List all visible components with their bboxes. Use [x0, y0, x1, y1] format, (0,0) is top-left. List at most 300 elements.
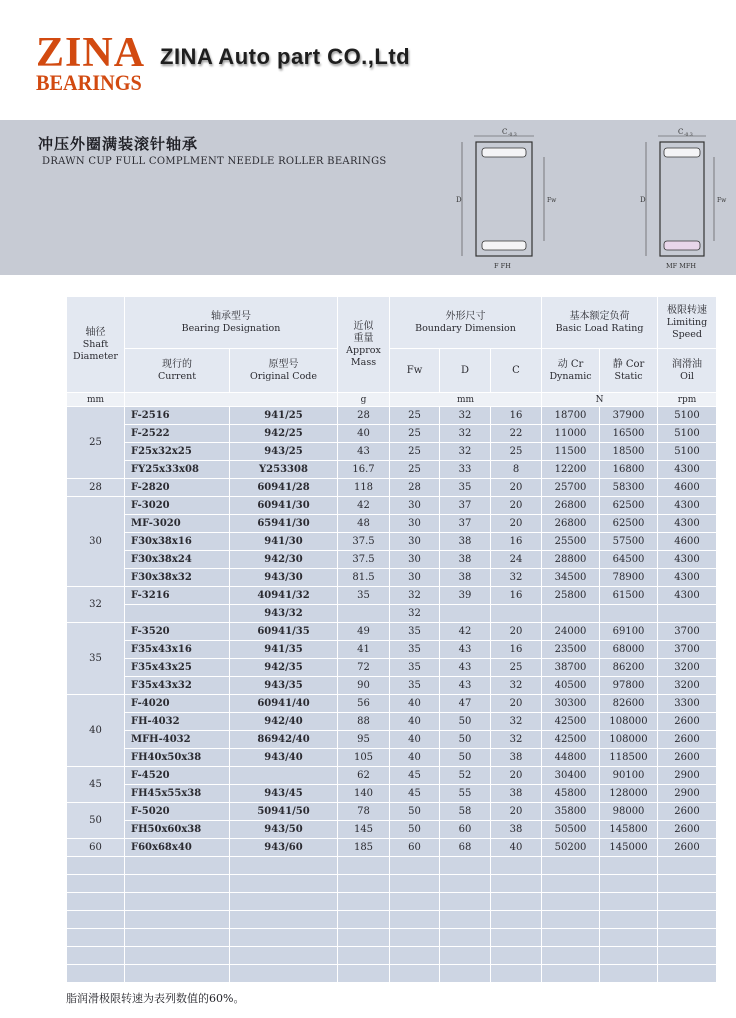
page-header: [0, 0, 736, 118]
title-band: [0, 120, 736, 275]
cor-cell: 69100: [600, 623, 658, 641]
cr-cell: 12200: [542, 461, 600, 479]
empty-cell: [600, 965, 658, 983]
current-cell: F60x68x40: [125, 839, 230, 857]
diagram-left-d-label: D: [456, 196, 462, 204]
empty-row: [67, 965, 717, 983]
empty-cell: [491, 947, 542, 965]
fw-cell: 25: [390, 443, 440, 461]
speed-cell: 4600: [658, 533, 717, 551]
fw-cell: 45: [390, 767, 440, 785]
d-cell: 33: [440, 461, 491, 479]
original-cell: 941/30: [230, 533, 338, 551]
empty-cell: [600, 857, 658, 875]
speed-cell: 4300: [658, 515, 717, 533]
table-row: [67, 767, 717, 785]
cr-cell: 26800: [542, 497, 600, 515]
cr-cell: 26800: [542, 515, 600, 533]
empty-cell: [600, 947, 658, 965]
empty-cell: [542, 929, 600, 947]
table-row: [67, 785, 717, 803]
fw-cell: 30: [390, 569, 440, 587]
empty-cell: [230, 947, 338, 965]
empty-cell: [658, 965, 717, 983]
current-cell: FY25x33x08: [125, 461, 230, 479]
current-cell: F-4020: [125, 695, 230, 713]
cor-cell: 128000: [600, 785, 658, 803]
empty-cell: [542, 911, 600, 929]
c-cell: 16: [491, 407, 542, 425]
speed-cell: 3200: [658, 659, 717, 677]
c-cell: 20: [491, 695, 542, 713]
table-row: [67, 533, 717, 551]
table-row: [67, 569, 717, 587]
table-row: [67, 425, 717, 443]
shaft-diameter-cell: 50: [67, 803, 125, 839]
mass-cell: 49: [338, 623, 390, 641]
header-row-1: [67, 297, 717, 349]
cor-cell: 37900: [600, 407, 658, 425]
d-cell: 50: [440, 749, 491, 767]
speed-cell: 4300: [658, 569, 717, 587]
speed-cell: 2600: [658, 803, 717, 821]
cor-cell: 145800: [600, 821, 658, 839]
empty-cell: [440, 875, 491, 893]
d-cell: 38: [440, 533, 491, 551]
cor-cell: 18500: [600, 443, 658, 461]
empty-cell: [338, 857, 390, 875]
table-row: [67, 479, 717, 497]
c-header: C: [491, 349, 542, 393]
speed-cell: 4300: [658, 461, 717, 479]
original-cell: 942/30: [230, 551, 338, 569]
fw-cell: 28: [390, 479, 440, 497]
d-cell: 58: [440, 803, 491, 821]
original-cell: 943/30: [230, 569, 338, 587]
logo-word: ZINA: [36, 30, 146, 76]
c-cell: 32: [491, 677, 542, 695]
empty-cell: [440, 857, 491, 875]
fw-cell: 25: [390, 407, 440, 425]
original-cell: 86942/40: [230, 731, 338, 749]
empty-cell: [658, 929, 717, 947]
cor-cell: 97800: [600, 677, 658, 695]
original-cell: 943/25: [230, 443, 338, 461]
spec-table: [66, 296, 717, 983]
mass-cell: 16.7: [338, 461, 390, 479]
table-row: [67, 713, 717, 731]
fw-cell: 50: [390, 821, 440, 839]
original-cell: 60941/40: [230, 695, 338, 713]
table-row: [67, 551, 717, 569]
table-row: [67, 641, 717, 659]
table-row: [67, 587, 717, 605]
mass-cell: 78: [338, 803, 390, 821]
c-cell: 20: [491, 515, 542, 533]
speed-header: 极限转速 Limiting Speed: [658, 297, 717, 349]
current-cell: MFH-4032: [125, 731, 230, 749]
logo-sub: BEARINGS: [36, 70, 142, 95]
diagram-right-c-sub: -0.3: [684, 133, 693, 138]
empty-cell: [338, 875, 390, 893]
unit-shaft: mm: [67, 393, 125, 407]
current-cell: F30x38x24: [125, 551, 230, 569]
d-cell: 52: [440, 767, 491, 785]
d-cell: 32: [440, 407, 491, 425]
empty-cell: [338, 911, 390, 929]
fw-cell: 35: [390, 659, 440, 677]
cor-cell: 108000: [600, 713, 658, 731]
table-row: [67, 659, 717, 677]
d-cell: 68: [440, 839, 491, 857]
fw-cell: 40: [390, 731, 440, 749]
mass-cell: 40: [338, 425, 390, 443]
empty-cell: [390, 911, 440, 929]
empty-cell: [542, 947, 600, 965]
c-cell: 8: [491, 461, 542, 479]
empty-cell: [440, 965, 491, 983]
current-cell: FH50x60x38: [125, 821, 230, 839]
empty-cell: [658, 875, 717, 893]
original-cell: 943/50: [230, 821, 338, 839]
mass-cell: 118: [338, 479, 390, 497]
d-cell: 37: [440, 515, 491, 533]
original-cell: 942/40: [230, 713, 338, 731]
cr-cell: 25500: [542, 533, 600, 551]
cr-cell: 11000: [542, 425, 600, 443]
empty-cell: [440, 929, 491, 947]
cr-cell: 42500: [542, 713, 600, 731]
mass-header: 近似 重量 Approx Mass: [338, 297, 390, 393]
cor-cell: 58300: [600, 479, 658, 497]
empty-cell: [125, 875, 230, 893]
current-cell: FH45x55x38: [125, 785, 230, 803]
original-cell: 40941/32: [230, 587, 338, 605]
shaft-diameter-cell: 40: [67, 695, 125, 767]
bearing-diagram-f-fh: [452, 126, 562, 274]
shaft-diameter-cell: 30: [67, 497, 125, 587]
empty-cell: [491, 857, 542, 875]
current-cell: MF-3020: [125, 515, 230, 533]
empty-cell: [125, 911, 230, 929]
original-cell: 943/32: [230, 605, 338, 623]
table-row: [67, 443, 717, 461]
empty-cell: [440, 911, 491, 929]
mass-cell: 41: [338, 641, 390, 659]
empty-row: [67, 893, 717, 911]
empty-cell: [67, 947, 125, 965]
cr-cell: 44800: [542, 749, 600, 767]
current-header: 现行的 Current: [125, 349, 230, 393]
empty-row: [67, 929, 717, 947]
speed-cell: 2600: [658, 731, 717, 749]
empty-cell: [125, 929, 230, 947]
shaft-diameter-cell: 32: [67, 587, 125, 623]
empty-cell: [542, 875, 600, 893]
c-cell: 16: [491, 533, 542, 551]
d-cell: [440, 605, 491, 623]
original-cell: 50941/50: [230, 803, 338, 821]
empty-cell: [67, 875, 125, 893]
d-cell: 42: [440, 623, 491, 641]
table-row: [67, 605, 717, 623]
mass-cell: 62: [338, 767, 390, 785]
diagram-right-d-label: D: [640, 196, 646, 204]
empty-cell: [230, 965, 338, 983]
diagram-left-c-sub: -0.3: [508, 133, 517, 138]
empty-cell: [67, 857, 125, 875]
c-cell: 38: [491, 749, 542, 767]
company-name: ZINA Auto part CO.,Ltd: [160, 44, 411, 69]
empty-cell: [491, 911, 542, 929]
unit-designation: [125, 393, 338, 407]
cr-cell: 30300: [542, 695, 600, 713]
empty-cell: [491, 929, 542, 947]
cor-cell: 16800: [600, 461, 658, 479]
cr-cell: 50200: [542, 839, 600, 857]
cr-cell: 30400: [542, 767, 600, 785]
empty-cell: [125, 965, 230, 983]
d-cell: 43: [440, 659, 491, 677]
c-cell: 16: [491, 587, 542, 605]
title-cn: 冲压外圈满装滚针轴承: [38, 135, 199, 153]
empty-cell: [230, 857, 338, 875]
original-cell: Y253308: [230, 461, 338, 479]
d-cell: 35: [440, 479, 491, 497]
d-cell: 32: [440, 425, 491, 443]
empty-cell: [338, 965, 390, 983]
table-row: [67, 821, 717, 839]
mass-cell: 72: [338, 659, 390, 677]
cr-cell: 38700: [542, 659, 600, 677]
mass-cell: 37.5: [338, 551, 390, 569]
zina-logo: [36, 30, 146, 95]
cor-cell: 62500: [600, 497, 658, 515]
diagram-left-c-label: C: [502, 128, 508, 136]
c-cell: 25: [491, 443, 542, 461]
c-cell: 20: [491, 623, 542, 641]
d-cell: 60: [440, 821, 491, 839]
cor-cell: 98000: [600, 803, 658, 821]
current-cell: FH40x50x38: [125, 749, 230, 767]
speed-cell: 2900: [658, 785, 717, 803]
mass-cell: 88: [338, 713, 390, 731]
cor-cell: 118500: [600, 749, 658, 767]
cor-cell: 64500: [600, 551, 658, 569]
d-cell: 55: [440, 785, 491, 803]
shaft-diameter-cell: 35: [67, 623, 125, 695]
mass-cell: 140: [338, 785, 390, 803]
empty-row: [67, 875, 717, 893]
speed-cell: 4300: [658, 551, 717, 569]
d-cell: 38: [440, 551, 491, 569]
fw-cell: 30: [390, 533, 440, 551]
shaft-diameter-cell: 28: [67, 479, 125, 497]
cor-cell: 68000: [600, 641, 658, 659]
current-cell: F25x32x25: [125, 443, 230, 461]
shaft-header: 轴径 Shaft Diameter: [67, 297, 125, 393]
current-cell: F-5020: [125, 803, 230, 821]
fw-header: Fw: [390, 349, 440, 393]
c-cell: 20: [491, 803, 542, 821]
empty-cell: [491, 875, 542, 893]
empty-cell: [491, 893, 542, 911]
empty-cell: [230, 929, 338, 947]
mass-cell: 43: [338, 443, 390, 461]
empty-cell: [230, 875, 338, 893]
d-cell: 37: [440, 497, 491, 515]
current-cell: F-3216: [125, 587, 230, 605]
fw-cell: 25: [390, 461, 440, 479]
table-row: [67, 731, 717, 749]
original-cell: 943/35: [230, 677, 338, 695]
speed-cell: 4300: [658, 587, 717, 605]
c-cell: 38: [491, 821, 542, 839]
empty-cell: [440, 893, 491, 911]
cr-cell: 28800: [542, 551, 600, 569]
empty-cell: [338, 929, 390, 947]
current-cell: F-3020: [125, 497, 230, 515]
empty-cell: [600, 893, 658, 911]
mass-cell: 145: [338, 821, 390, 839]
fw-cell: 35: [390, 677, 440, 695]
d-cell: 43: [440, 677, 491, 695]
load-header: 基本额定负荷 Basic Load Rating: [542, 297, 658, 349]
speed-cell: 4600: [658, 479, 717, 497]
empty-cell: [67, 911, 125, 929]
original-cell: 942/35: [230, 659, 338, 677]
empty-cell: [67, 893, 125, 911]
speed-cell: 5100: [658, 425, 717, 443]
header-row-2: [67, 349, 717, 393]
cr-cell: 23500: [542, 641, 600, 659]
fw-cell: 32: [390, 587, 440, 605]
cr-cell: 34500: [542, 569, 600, 587]
unit-row: [67, 393, 717, 407]
speed-cell: 2600: [658, 839, 717, 857]
mass-cell: 37.5: [338, 533, 390, 551]
unit-speed: rpm: [658, 393, 717, 407]
mass-cell: 81.5: [338, 569, 390, 587]
cor-cell: 57500: [600, 533, 658, 551]
cor-cell: 82600: [600, 695, 658, 713]
bearing-diagram-mf-mfh: [632, 126, 732, 274]
d-cell: 39: [440, 587, 491, 605]
fw-cell: 40: [390, 713, 440, 731]
d-cell: 43: [440, 641, 491, 659]
cr-cell: 24000: [542, 623, 600, 641]
empty-cell: [338, 947, 390, 965]
empty-cell: [658, 857, 717, 875]
d-cell: 50: [440, 713, 491, 731]
c-cell: 32: [491, 731, 542, 749]
cor-cell: 86200: [600, 659, 658, 677]
empty-cell: [600, 911, 658, 929]
fw-cell: 30: [390, 551, 440, 569]
unit-dims: mm: [390, 393, 542, 407]
c-cell: [491, 605, 542, 623]
table-row: [67, 497, 717, 515]
mass-cell: 105: [338, 749, 390, 767]
original-cell: 941/35: [230, 641, 338, 659]
empty-cell: [390, 965, 440, 983]
mass-cell: 35: [338, 587, 390, 605]
mass-cell: 90: [338, 677, 390, 695]
empty-row: [67, 857, 717, 875]
table-row: [67, 515, 717, 533]
c-cell: 20: [491, 767, 542, 785]
mass-cell: 56: [338, 695, 390, 713]
d-cell: 50: [440, 731, 491, 749]
fw-cell: 40: [390, 695, 440, 713]
cr-cell: 35800: [542, 803, 600, 821]
empty-cell: [230, 911, 338, 929]
cr-cell: 50500: [542, 821, 600, 839]
empty-cell: [67, 965, 125, 983]
empty-cell: [390, 893, 440, 911]
table-row: [67, 749, 717, 767]
empty-cell: [491, 965, 542, 983]
fw-cell: 50: [390, 803, 440, 821]
empty-cell: [440, 947, 491, 965]
c-cell: 24: [491, 551, 542, 569]
empty-cell: [125, 893, 230, 911]
cr-header: 动 Cr Dynamic: [542, 349, 600, 393]
fw-cell: 40: [390, 749, 440, 767]
cor-cell: [600, 605, 658, 623]
current-cell: FH-4032: [125, 713, 230, 731]
diagram-left-fw-label: Fw: [547, 197, 557, 204]
empty-cell: [390, 875, 440, 893]
table-row: [67, 623, 717, 641]
empty-cell: [542, 965, 600, 983]
table-row: [67, 461, 717, 479]
d-cell: 38: [440, 569, 491, 587]
table-row: [67, 407, 717, 425]
cor-cell: 16500: [600, 425, 658, 443]
mass-cell: 48: [338, 515, 390, 533]
c-cell: 20: [491, 479, 542, 497]
original-cell: 60941/35: [230, 623, 338, 641]
cr-cell: 18700: [542, 407, 600, 425]
mass-cell: 95: [338, 731, 390, 749]
fw-cell: 25: [390, 425, 440, 443]
shaft-diameter-cell: 60: [67, 839, 125, 857]
c-cell: 32: [491, 569, 542, 587]
speed-cell: 3700: [658, 623, 717, 641]
mass-cell: [338, 605, 390, 623]
cor-cell: 90100: [600, 767, 658, 785]
diagram-right-caption: MF MFH: [666, 262, 697, 270]
empty-cell: [600, 875, 658, 893]
current-cell: F-2516: [125, 407, 230, 425]
current-cell: F-2522: [125, 425, 230, 443]
table-row: [67, 695, 717, 713]
current-cell: F-4520: [125, 767, 230, 785]
c-cell: 25: [491, 659, 542, 677]
cor-header: 静 Cor Static: [600, 349, 658, 393]
footnote: 脂润滑极限转速为表列数值的60%。: [66, 992, 245, 1005]
d-header: D: [440, 349, 491, 393]
original-cell: 65941/30: [230, 515, 338, 533]
original-cell: 942/25: [230, 425, 338, 443]
cor-cell: 62500: [600, 515, 658, 533]
current-cell: F30x38x32: [125, 569, 230, 587]
c-cell: 40: [491, 839, 542, 857]
spec-table-panel: [66, 296, 716, 982]
empty-cell: [338, 893, 390, 911]
current-cell: F35x43x16: [125, 641, 230, 659]
